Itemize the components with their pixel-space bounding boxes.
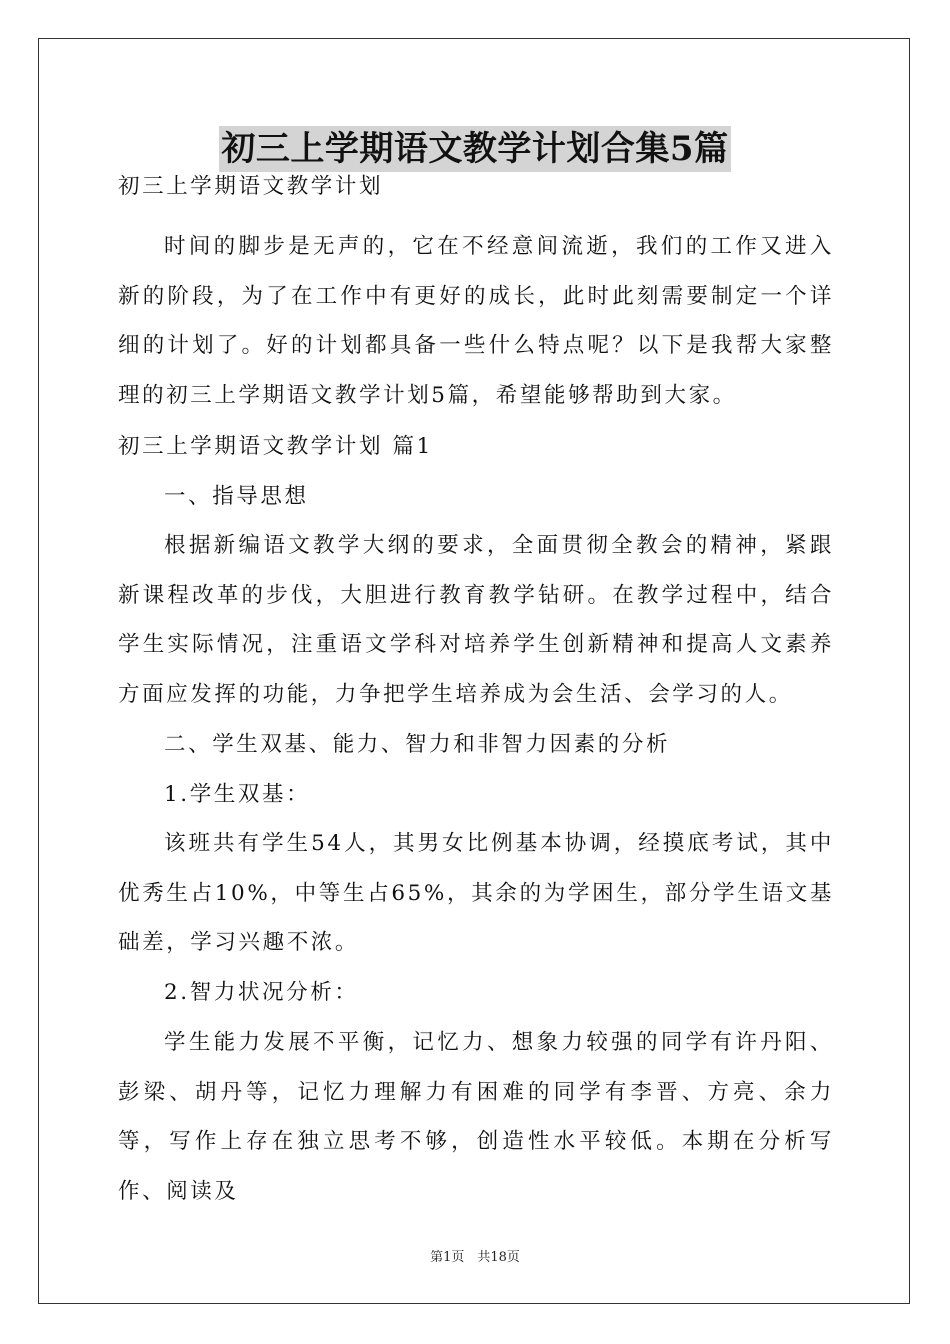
guiding-ideology-paragraph: 根据新编语文教学大纲的要求，全面贯彻全教会的精神，紧跟新课程改革的步伐，大胆进行教育教学钻研。在教学过程中，结合学生实际情况，注重语文学科对培养学生创新精神和提高人文素养方面应发挥的功能，力争把学生培养成为会生活、会学习的人。 — [118, 533, 834, 707]
subheading-student-basics: 1.学生双基： — [164, 782, 311, 807]
heading-guiding-ideology: 一、指导思想 — [164, 484, 309, 509]
section-heading: 初三上学期语文教学计划 篇1 — [118, 434, 433, 459]
subtitle-paragraph: 初三上学期语文教学计划 — [118, 174, 384, 199]
page-footer: 第1页 共18页 — [430, 1250, 520, 1265]
intelligence-paragraph: 学生能力发展不平衡，记忆力、想象力较强的同学有许丹阳、彭梁、胡丹等，记忆力理解力有困难的同学有李晋、方亮、余力等，写作上存在独立思考不够，创造性水平较低。本期在分析写作、阅读及 — [118, 1030, 834, 1204]
intro-paragraph: 时间的脚步是无声的，它在不经意间流逝，我们的工作又进入新的阶段，为了在工作中有更好的成长，此时此刻需要制定一个详细的计划了。好的计划都具备一些什么特点呢？以下是我帮大家整理的初三上学期语文教学计划5篇，希望能够帮助到大家。 — [118, 234, 834, 408]
student-basics-paragraph: 该班共有学生54人，其男女比例基本协调，经摸底考试，其中优秀生占10%，中等生占65%，其余的为学困生，部分学生语文基础差，学习兴趣不浓。 — [118, 831, 834, 955]
heading-student-analysis: 二、学生双基、能力、智力和非智力因素的分析 — [164, 732, 671, 757]
subheading-intelligence: 2.智力状况分析： — [164, 980, 359, 1005]
document-title: 初三上学期语文教学计划合集5篇 — [219, 126, 730, 172]
